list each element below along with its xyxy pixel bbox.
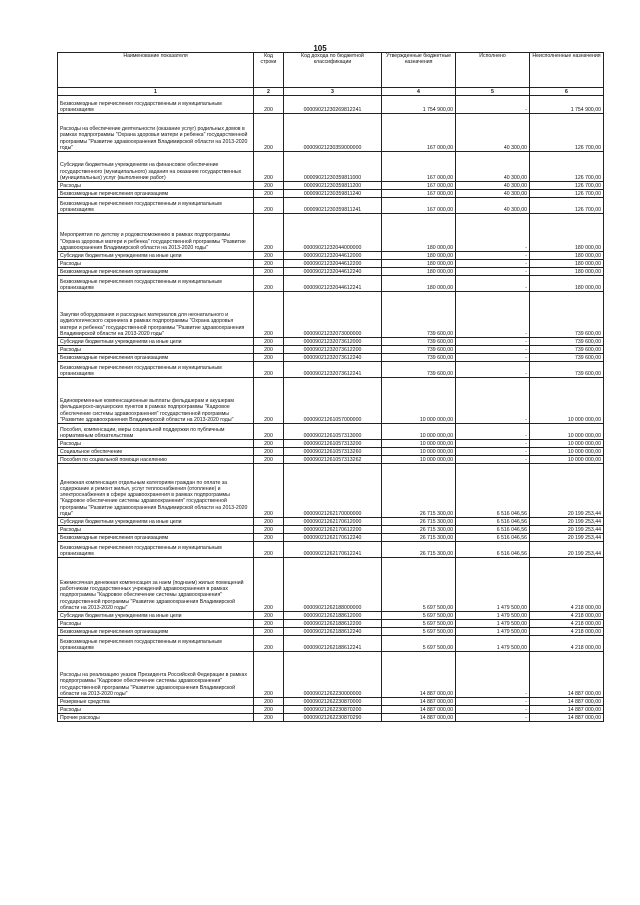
row-line-code: 200 (254, 448, 284, 456)
row-name: Расходы (58, 440, 254, 448)
row-line-code: 200 (254, 214, 284, 252)
row-approved: 180 000,00 (382, 214, 456, 252)
row-approved: 26 715 300,00 (382, 518, 456, 526)
row-remaining: 4 218 000,00 (530, 558, 604, 612)
table-row (58, 652, 604, 698)
column-number: 5 (456, 88, 530, 96)
row-executed: - (456, 440, 530, 448)
row-remaining: 739 600,00 (530, 292, 604, 338)
row-approved: 180 000,00 (382, 260, 456, 268)
row-name: Закупки оборудования и расходных материалов для неонатального и аудиологического скрининга в рамках подпрограммы "Охрана здоровья матери и ребенка" государственной программы "Развитие здравоохранения Владимирской области на 2013-2020 годы" (58, 292, 254, 338)
row-line-code: 200 (254, 698, 284, 706)
table-row (58, 114, 604, 152)
row-income-code: 00009021262188612241 (284, 636, 382, 652)
row-line-code: 200 (254, 534, 284, 542)
row-income-code: 00009021262170000000 (284, 464, 382, 518)
row-income-code: 00009021262170612200 (284, 526, 382, 534)
row-income-code: 00009021232073612240 (284, 354, 382, 362)
row-income-code: 00009021230269812241 (284, 96, 382, 114)
row-line-code: 200 (254, 252, 284, 260)
row-income-code: 00009021262230870000 (284, 698, 382, 706)
table-row (58, 440, 604, 448)
row-executed: - (456, 706, 530, 714)
table-row (58, 456, 604, 464)
row-executed: - (456, 252, 530, 260)
row-income-code: 00009021230359811241 (284, 198, 382, 214)
row-remaining: 14 887 000,00 (530, 706, 604, 714)
row-remaining: 739 600,00 (530, 354, 604, 362)
row-name: Безвозмездные перечисления государственным и муниципальным организациям (58, 276, 254, 292)
row-executed: 1 479 500,00 (456, 636, 530, 652)
row-approved: 14 887 000,00 (382, 706, 456, 714)
row-remaining: 126 700,00 (530, 198, 604, 214)
row-name: Безвозмездные перечисления организациям (58, 534, 254, 542)
header-name: Наименование показателя (58, 53, 254, 88)
row-name: Субсидии бюджетным учреждениям на финансовое обеспечение государственного (муниципального) задания на оказание государственных (муниципальных) услуг (выполнение работ) (58, 152, 254, 182)
table-row (58, 346, 604, 354)
row-income-code: 00009021232073000000 (284, 292, 382, 338)
row-approved: 5 697 500,00 (382, 620, 456, 628)
row-approved: 14 887 000,00 (382, 652, 456, 698)
table-row (58, 198, 604, 214)
table-row (58, 182, 604, 190)
table-row (58, 636, 604, 652)
row-income-code: 00009021232073612000 (284, 338, 382, 346)
row-remaining: 10 000 000,00 (530, 448, 604, 456)
row-income-code: 00009021230359000000 (284, 114, 382, 152)
row-line-code: 200 (254, 456, 284, 464)
row-income-code: 00009021232044612000 (284, 252, 382, 260)
row-income-code: 00009021232044612240 (284, 268, 382, 276)
row-line-code: 200 (254, 424, 284, 440)
row-approved: 5 697 500,00 (382, 612, 456, 620)
row-line-code: 200 (254, 346, 284, 354)
column-number: 4 (382, 88, 456, 96)
row-remaining: 20 199 253,44 (530, 526, 604, 534)
row-approved: 167 000,00 (382, 114, 456, 152)
row-approved: 10 000 000,00 (382, 448, 456, 456)
row-remaining: 20 199 253,44 (530, 464, 604, 518)
row-remaining: 1 754 900,00 (530, 96, 604, 114)
row-name: Безвозмездные перечисления организациям (58, 628, 254, 636)
row-executed: - (456, 292, 530, 338)
row-executed: - (456, 448, 530, 456)
row-income-code: 00009021261057313262 (284, 456, 382, 464)
row-line-code: 200 (254, 628, 284, 636)
row-line-code: 200 (254, 268, 284, 276)
row-name: Мероприятия по детству и родовспоможению в рамках подпрограммы "Охрана здоровья матери и ребенка" государственной программы "Развитие здравоохранения Владимирской области на 2013-2020 годы" (58, 214, 254, 252)
column-number: 3 (284, 88, 382, 96)
row-approved: 167 000,00 (382, 198, 456, 214)
row-executed: 6 516 046,56 (456, 464, 530, 518)
row-line-code: 200 (254, 464, 284, 518)
row-remaining: 180 000,00 (530, 252, 604, 260)
row-executed: 1 479 500,00 (456, 612, 530, 620)
row-executed: 40 300,00 (456, 190, 530, 198)
row-line-code: 200 (254, 338, 284, 346)
row-approved: 14 887 000,00 (382, 714, 456, 722)
table-row (58, 378, 604, 424)
row-line-code: 200 (254, 542, 284, 558)
row-remaining: 126 700,00 (530, 190, 604, 198)
table-row (58, 354, 604, 362)
row-income-code: 00009021261057313000 (284, 424, 382, 440)
row-remaining: 20 199 253,44 (530, 534, 604, 542)
column-number: 2 (254, 88, 284, 96)
row-remaining: 10 000 000,00 (530, 424, 604, 440)
row-executed: 6 516 046,56 (456, 542, 530, 558)
row-income-code: 00009021230359811240 (284, 190, 382, 198)
row-remaining: 14 887 000,00 (530, 652, 604, 698)
column-number: 6 (530, 88, 604, 96)
row-income-code: 00009021261057313200 (284, 440, 382, 448)
table-row (58, 542, 604, 558)
row-executed: 40 300,00 (456, 198, 530, 214)
row-name: Единовременные компенсационные выплаты фельдшерам и акушерам фельдшерско-акушерских пунктов в рамках подпрограммы "Кадровое обеспечение системы здравоохранения" государственной программы "Развитие здравоохранения Владимирской области на 2013-2020 годы" (58, 378, 254, 424)
row-name: Безвозмездные перечисления организациям (58, 190, 254, 198)
row-approved: 180 000,00 (382, 252, 456, 260)
page-number: 105 (313, 44, 327, 53)
table-row (58, 534, 604, 542)
row-line-code: 200 (254, 292, 284, 338)
row-name: Денежная компенсация отдельным категориям граждан по оплате за содержание и ремонт жилья, услуг теплоснабжения (отопление) и электроснабжения в сфере здравоохранения в рамках подпрограммы "Кадровое обеспечение системы здравоохранения" государственной программы "Развитие здравоохранения Владимирской области на 2013-2020 годы" (58, 464, 254, 518)
row-remaining: 739 600,00 (530, 346, 604, 354)
table-row (58, 518, 604, 526)
row-approved: 10 000 000,00 (382, 440, 456, 448)
table-body (58, 96, 604, 722)
row-name: Расходы на реализацию указов Президента Российской Федерации в рамках подпрограммы "Кадровое обеспечение системы здравоохранения" государственной программы "Развитие здравоохранения Владимирской области на 2013-2020 годы" (58, 652, 254, 698)
table-row (58, 214, 604, 252)
row-executed: - (456, 346, 530, 354)
row-remaining: 180 000,00 (530, 276, 604, 292)
row-name: Безвозмездные перечисления государственным и муниципальным организациям (58, 636, 254, 652)
row-approved: 10 000 000,00 (382, 456, 456, 464)
row-name: Расходы (58, 526, 254, 534)
row-remaining: 20 199 253,44 (530, 518, 604, 526)
row-name: Расходы на обеспечение деятельности (оказание услуг) родильных домов в рамках подпрограммы "Охрана здоровья матери и ребенка" государственной программы "Развитие здравоохранения Владимирской области на 2013-2020 годы" (58, 114, 254, 152)
table-row (58, 424, 604, 440)
row-approved: 739 600,00 (382, 292, 456, 338)
row-name: Субсидии бюджетным учреждениям на иные цели (58, 612, 254, 620)
row-name: Безвозмездные перечисления организациям (58, 354, 254, 362)
row-line-code: 200 (254, 378, 284, 424)
row-income-code: 00009021262170612240 (284, 534, 382, 542)
row-income-code: 00009021262170612000 (284, 518, 382, 526)
row-executed: - (456, 268, 530, 276)
row-income-code: 00009021232073612200 (284, 346, 382, 354)
row-executed: - (456, 698, 530, 706)
row-remaining: 126 700,00 (530, 152, 604, 182)
row-approved: 10 000 000,00 (382, 378, 456, 424)
row-executed: 1 479 500,00 (456, 558, 530, 612)
row-line-code: 200 (254, 260, 284, 268)
row-remaining: 4 218 000,00 (530, 620, 604, 628)
row-remaining: 10 000 000,00 (530, 456, 604, 464)
row-income-code: 00009021232044612200 (284, 260, 382, 268)
row-income-code: 00009021232073612241 (284, 362, 382, 378)
table-row (58, 612, 604, 620)
row-name: Расходы (58, 346, 254, 354)
row-income-code: 00009021262188612200 (284, 620, 382, 628)
table-row (58, 698, 604, 706)
row-executed: 40 300,00 (456, 182, 530, 190)
row-income-code: 00009021232044000000 (284, 214, 382, 252)
table-row (58, 276, 604, 292)
row-name: Субсидии бюджетным учреждениям на иные цели (58, 518, 254, 526)
row-line-code: 200 (254, 620, 284, 628)
row-line-code: 200 (254, 276, 284, 292)
row-remaining: 14 887 000,00 (530, 714, 604, 722)
row-line-code: 200 (254, 518, 284, 526)
row-executed: - (456, 214, 530, 252)
row-line-code: 200 (254, 114, 284, 152)
row-income-code: 00009021230359811000 (284, 152, 382, 182)
column-number-row (58, 88, 604, 96)
row-approved: 26 715 300,00 (382, 542, 456, 558)
row-name: Безвозмездные перечисления организациям (58, 268, 254, 276)
row-approved: 1 754 900,00 (382, 96, 456, 114)
table-row (58, 714, 604, 722)
row-line-code: 200 (254, 354, 284, 362)
row-executed: - (456, 338, 530, 346)
row-approved: 180 000,00 (382, 268, 456, 276)
row-name: Резервные средства (58, 698, 254, 706)
row-approved: 739 600,00 (382, 354, 456, 362)
row-line-code: 200 (254, 96, 284, 114)
row-name: Безвозмездные перечисления государственным и муниципальным организациям (58, 542, 254, 558)
row-remaining: 180 000,00 (530, 214, 604, 252)
row-line-code: 200 (254, 558, 284, 612)
row-name: Ежемесячная денежная компенсация за наем (поднаем) жилых помещений работникам государственных учреждений здравоохранения в рамках подпрограммы "Кадровое обеспечение системы здравоохранения" государственной программы "Развитие здравоохранения Владимирской области на 2013-2020 годы" (58, 558, 254, 612)
row-line-code: 200 (254, 152, 284, 182)
row-income-code: 00009021262230000000 (284, 652, 382, 698)
row-executed: - (456, 362, 530, 378)
table-row (58, 252, 604, 260)
row-remaining: 739 600,00 (530, 338, 604, 346)
row-name: Безвозмездные перечисления государственным и муниципальным организациям (58, 198, 254, 214)
row-executed: - (456, 96, 530, 114)
row-income-code: 00009021262230870200 (284, 706, 382, 714)
row-remaining: 4 218 000,00 (530, 636, 604, 652)
row-income-code: 00009021261057313260 (284, 448, 382, 456)
row-name: Пособия по социальной помощи населению (58, 456, 254, 464)
row-remaining: 4 218 000,00 (530, 612, 604, 620)
table-row (58, 464, 604, 518)
row-executed: 1 479 500,00 (456, 628, 530, 636)
row-name: Расходы (58, 620, 254, 628)
row-line-code: 200 (254, 198, 284, 214)
row-name: Расходы (58, 182, 254, 190)
row-remaining: 180 000,00 (530, 260, 604, 268)
row-remaining: 4 218 000,00 (530, 628, 604, 636)
row-income-code: 00009021230359811200 (284, 182, 382, 190)
header-income-code: Код дохода по бюджетной классификации (284, 53, 382, 88)
row-name: Расходы (58, 706, 254, 714)
row-approved: 14 887 000,00 (382, 698, 456, 706)
row-line-code: 200 (254, 440, 284, 448)
row-line-code: 200 (254, 190, 284, 198)
table-row (58, 152, 604, 182)
row-approved: 180 000,00 (382, 276, 456, 292)
header-executed: Исполнено (456, 53, 530, 88)
row-remaining: 739 600,00 (530, 362, 604, 378)
table-row (58, 96, 604, 114)
row-line-code: 200 (254, 612, 284, 620)
table-row (58, 558, 604, 612)
budget-table (57, 52, 604, 722)
row-approved: 739 600,00 (382, 338, 456, 346)
row-income-code: 00009021261057000000 (284, 378, 382, 424)
row-remaining: 20 199 253,44 (530, 542, 604, 558)
row-remaining: 180 000,00 (530, 268, 604, 276)
row-executed: - (456, 276, 530, 292)
row-executed: 40 300,00 (456, 152, 530, 182)
row-name: Субсидии бюджетным учреждениям на иные цели (58, 252, 254, 260)
table-row (58, 292, 604, 338)
row-line-code: 200 (254, 182, 284, 190)
row-approved: 5 697 500,00 (382, 558, 456, 612)
table-row (58, 362, 604, 378)
header-approved: Утвержденные бюджетные назначения (382, 53, 456, 88)
table-row (58, 620, 604, 628)
row-approved: 5 697 500,00 (382, 636, 456, 652)
row-name: Расходы (58, 260, 254, 268)
row-executed: 1 479 500,00 (456, 620, 530, 628)
row-executed: 6 516 046,56 (456, 518, 530, 526)
row-approved: 26 715 300,00 (382, 464, 456, 518)
row-income-code: 00009021232044612241 (284, 276, 382, 292)
row-remaining: 10 000 000,00 (530, 378, 604, 424)
row-approved: 167 000,00 (382, 190, 456, 198)
row-executed: - (456, 714, 530, 722)
row-income-code: 00009021262188000000 (284, 558, 382, 612)
row-income-code: 00009021262230870290 (284, 714, 382, 722)
row-line-code: 200 (254, 526, 284, 534)
row-executed: 6 516 046,56 (456, 534, 530, 542)
row-approved: 739 600,00 (382, 346, 456, 354)
row-executed: 40 300,00 (456, 114, 530, 152)
row-executed: 6 516 046,56 (456, 526, 530, 534)
row-approved: 10 000 000,00 (382, 424, 456, 440)
header-row (58, 53, 604, 88)
column-number: 1 (58, 88, 254, 96)
row-approved: 167 000,00 (382, 182, 456, 190)
header-remaining: Неисполненные назначения (530, 53, 604, 88)
row-line-code: 200 (254, 652, 284, 698)
table-row (58, 706, 604, 714)
row-executed: - (456, 652, 530, 698)
row-approved: 26 715 300,00 (382, 534, 456, 542)
table-row (58, 268, 604, 276)
table-row (58, 338, 604, 346)
row-remaining: 14 887 000,00 (530, 698, 604, 706)
table-row (58, 526, 604, 534)
row-line-code: 200 (254, 362, 284, 378)
table-row (58, 448, 604, 456)
row-approved: 5 697 500,00 (382, 628, 456, 636)
row-approved: 167 000,00 (382, 152, 456, 182)
row-approved: 26 715 300,00 (382, 526, 456, 534)
header-line-code: Код строки (254, 53, 284, 88)
table-row (58, 628, 604, 636)
row-line-code: 200 (254, 706, 284, 714)
row-line-code: 200 (254, 636, 284, 652)
table-row (58, 190, 604, 198)
row-remaining: 10 000 000,00 (530, 440, 604, 448)
row-approved: 739 600,00 (382, 362, 456, 378)
row-name: Безвозмездные перечисления государственным и муниципальным организациям (58, 96, 254, 114)
row-executed: - (456, 378, 530, 424)
row-line-code: 200 (254, 714, 284, 722)
row-executed: - (456, 424, 530, 440)
row-name: Прочие расходы (58, 714, 254, 722)
row-income-code: 00009021262170612241 (284, 542, 382, 558)
row-name: Субсидии бюджетным учреждениям на иные цели (58, 338, 254, 346)
row-remaining: 126 700,00 (530, 182, 604, 190)
row-name: Пособия, компенсации, меры социальной поддержки по публичным нормативным обязательствам (58, 424, 254, 440)
row-name: Социальное обеспечение (58, 448, 254, 456)
row-name: Безвозмездные перечисления государственным и муниципальным организациям (58, 362, 254, 378)
row-income-code: 00009021262188612000 (284, 612, 382, 620)
row-executed: - (456, 354, 530, 362)
table-row (58, 260, 604, 268)
row-income-code: 00009021262188612240 (284, 628, 382, 636)
row-executed: - (456, 260, 530, 268)
row-executed: - (456, 456, 530, 464)
row-remaining: 126 700,00 (530, 114, 604, 152)
